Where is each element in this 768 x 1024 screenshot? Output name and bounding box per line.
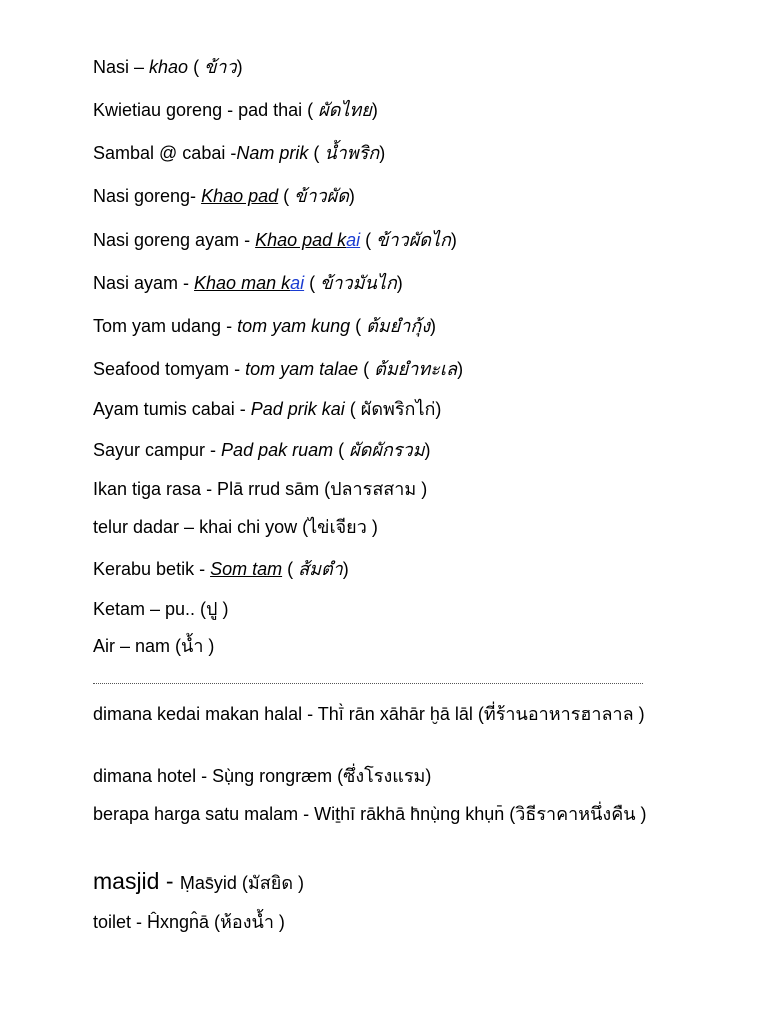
food-entry: telur dadar – khai chi yow (ไข่เจียว ) [93, 517, 378, 537]
phrase-entry: dimana hotel - Sụ̀ng rongræm (ซึ่งโรงแรม) [93, 766, 432, 786]
food-entry: Seafood tomyam - tom yam talae ( ต้มยำทะเล) [93, 359, 464, 379]
food-entry: Nasi goreng- Khao pad ( ข้าวผัด) [93, 186, 355, 206]
food-entry: Ayam tumis cabai - Pad prik kai ( ผัดพริกไก่) [93, 399, 442, 419]
food-entry: Tom yam udang - tom yam kung ( ต้มยำกุ้ง) [93, 316, 437, 336]
phrase-entry: dimana kedai makan halal - Thī̀ rān xāhār ḫā lāl (ที่ร้านอาหารฮาลาล ) [93, 704, 645, 724]
food-entry: Nasi ayam - Khao man kai ( ข้าวมันไก) [93, 273, 403, 293]
food-entry: Ketam – pu.. (ปู ) [93, 599, 229, 619]
phrase-entry: masjid - Ṃas̄yid (มัสยิด ) [93, 868, 304, 894]
food-entry: Air – nam (น้ำ ) [93, 636, 215, 656]
food-entry: Nasi goreng ayam - Khao pad kai ( ข้าวผัดไก) [93, 230, 457, 250]
food-entry: Nasi – khao ( ข้าว) [93, 57, 243, 77]
food-entry: Ikan tiga rasa - Plā rrud sām (ปลารสสาม ) [93, 479, 428, 499]
section-divider [93, 683, 643, 684]
food-entry: Sayur campur - Pad pak ruam ( ผัดผักรวม) [93, 440, 431, 460]
food-entry: Kwietiau goreng - pad thai ( ผัดไทย) [93, 100, 378, 120]
food-entry: Sambal @ cabai -Nam prik ( น้ำพริก) [93, 143, 386, 163]
phrase-entry: toilet - Ĥxngn̂ā (ห้องน้ำ ) [93, 912, 285, 932]
phrase-entry: berapa harga satu malam - Wiṯhī rākhā h̄nụ̀ng khụn̄ (วิธีราคาหนึ่งคืน ) [93, 804, 647, 824]
food-entry: Kerabu betik - Som tam ( ส้มตำ) [93, 559, 349, 579]
